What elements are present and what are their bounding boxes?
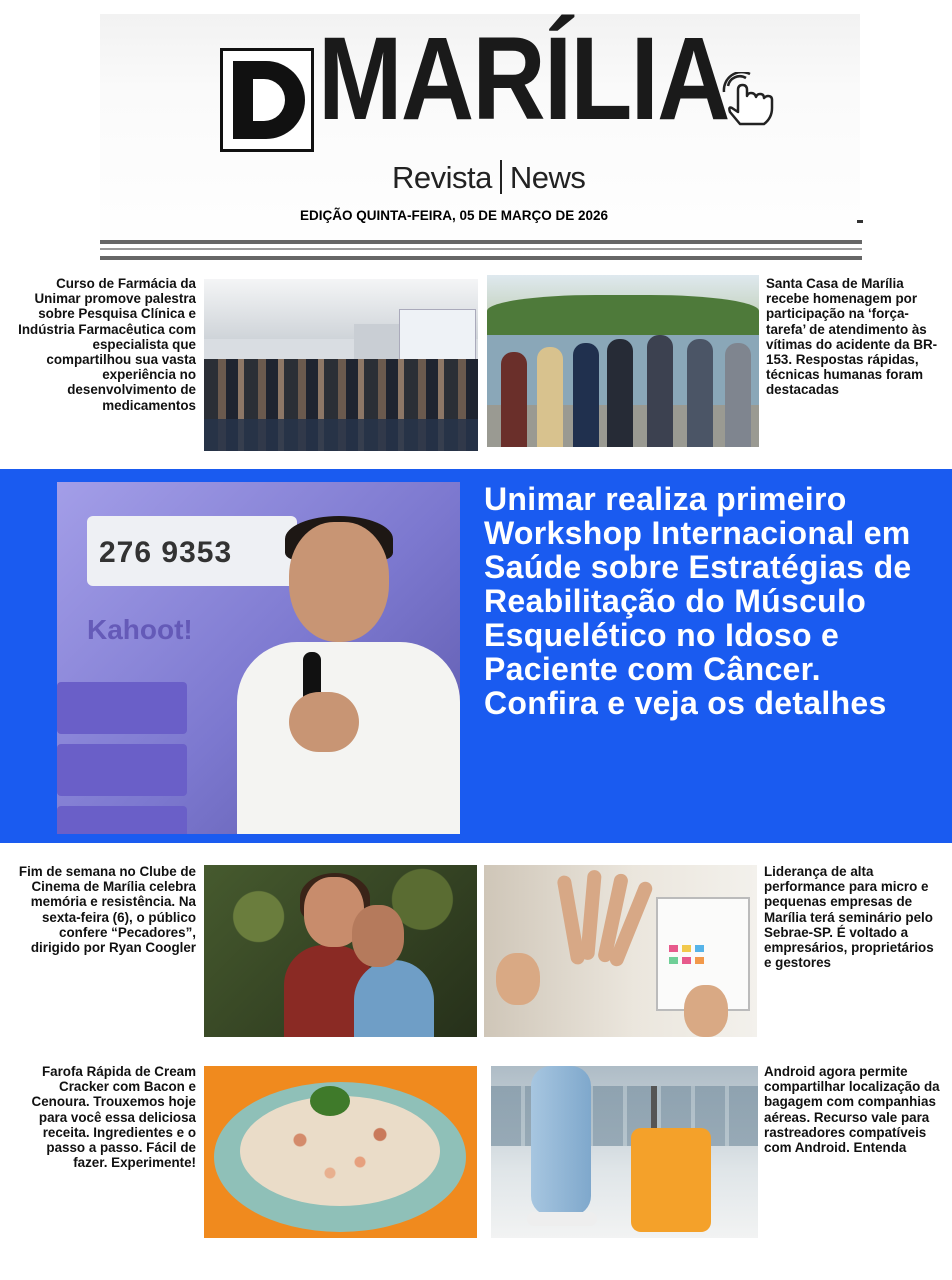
tagline-news: News: [509, 160, 586, 195]
divider-mark: [857, 220, 863, 223]
logo-wordmark[interactable]: MARÍLIA: [318, 13, 729, 145]
story-pharmacy-headline[interactable]: Curso de Farmácia da Unimar promove palestra sobre Pesquisa Clínica e Indústria Farmacêutica com especialista que compartilhou sua vasta experiência no desenvolvimento de medicamentos: [18, 276, 196, 413]
feature-photo[interactable]: [57, 482, 460, 834]
feature-headline[interactable]: Unimar realiza primeiro Workshop Internacional em Saúde sobre Estratégias de Reabilitação do Músculo Esquelético no Idoso e Paciente com Câncer. Confira e veja os detalhes: [484, 481, 912, 721]
masthead-rule: [100, 248, 862, 250]
story-android-headline[interactable]: Android agora permite compartilhar localização da bagagem com companhias aéreas. Recurso vale para rastreadores compatíveis com Android. Entenda: [764, 1064, 940, 1156]
logo-d-mark[interactable]: [220, 48, 314, 152]
story-android-photo[interactable]: [491, 1066, 758, 1238]
story-farofa-headline[interactable]: Farofa Rápida de Cream Cracker com Bacon e Cenoura. Trouxemos hoje para você essa deliciosa receita. Ingredientes e o passo a passo. Fácil de fazer. Experimente!: [31, 1064, 196, 1171]
masthead-rule: [100, 256, 862, 260]
photo-kahoot-text: Kahoot!: [87, 614, 193, 645]
tagline-revista: Revista: [392, 160, 492, 195]
story-santa-casa-photo[interactable]: [487, 275, 759, 447]
story-cinema-photo[interactable]: [204, 865, 477, 1037]
story-leadership-photo[interactable]: [484, 865, 757, 1037]
masthead-tagline: [392, 160, 585, 196]
masthead-rule: [100, 240, 862, 244]
edition-date: EDIÇÃO QUINTA-FEIRA, 05 DE MARÇO DE 2026: [300, 208, 609, 223]
tagline-separator: [500, 160, 502, 194]
story-farofa-photo[interactable]: [204, 1066, 477, 1238]
pointing-hand-icon: [720, 72, 780, 132]
photo-game-code: 276 9353: [99, 536, 233, 569]
story-pharmacy-photo[interactable]: [204, 279, 478, 451]
story-leadership-headline[interactable]: Liderança de alta performance para micro e pequenas empresas de Marília terá seminário pelo Sebrae-SP. É voltado a empresários, proprietários e gestores: [764, 864, 934, 971]
story-cinema-headline[interactable]: Fim de semana no Clube de Cinema de Marília celebra memória e resistência. Na sexta-feira (6), o público confere “Pecadores”, dirigido por Ryan Coogler: [18, 864, 196, 956]
story-santa-casa-headline[interactable]: Santa Casa de Marília recebe homenagem por participação na ‘força-tarefa’ de atendimento às vítimas do acidente da BR-153. Respostas rápidas, técnicas humanas foram destacadas: [766, 276, 938, 398]
